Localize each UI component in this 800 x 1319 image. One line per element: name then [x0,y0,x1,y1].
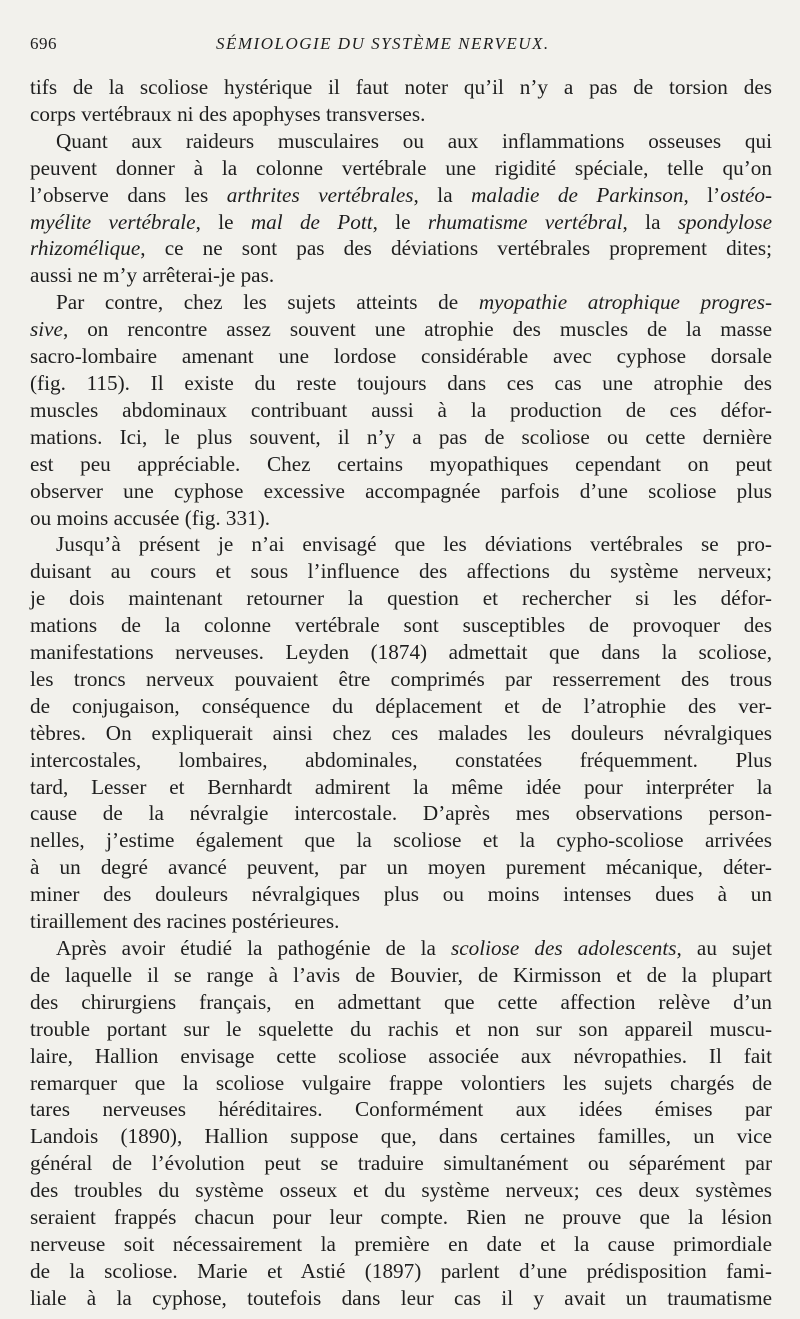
text-line [30,585,772,612]
text-line [30,881,772,908]
text-line [30,1070,772,1097]
text-line [30,505,772,532]
text-line [30,989,772,1016]
text-segment: remarquer que la scoliose vulgaire frappe volontiers les sujets chargés de [30,1070,772,1095]
text-segment: nelles, j’estime également que la scoliose et la cypho-scoliose arrivées [30,828,772,853]
text-segment: Landois (1890), Hallion suppose que, dans certaines familles, un vice [30,1124,772,1149]
text-line [30,397,772,424]
text-line [30,155,772,182]
text-segment: de conjugaison, conséquence du déplacement et de l’atrophie des ver- [30,693,772,718]
text-line [30,343,772,370]
text-line [30,424,772,451]
text-segment: liale à la cyphose, toutefois dans leur cas il y avait un traumatisme [30,1285,772,1310]
text-line [30,1043,772,1070]
text-line [30,666,772,693]
text-segment: de la scoliose. Marie et Astié (1897) parlent d’une prédisposition fami- [30,1258,772,1283]
text-line [30,962,772,989]
text-line [30,935,772,962]
text-segment: des troubles du système osseux et du système nerveux; ces deux systèmes [30,1178,772,1203]
text-segment: tiraillement des racines postérieures. [30,909,340,934]
page-header [30,30,772,74]
body-text [30,74,772,1312]
text-segment: , ce ne sont pas des déviations vertébrales proprement dites; [140,236,772,261]
text-line [30,854,772,881]
text-segment: Jusqu’à présent je n’ai envisagé que les déviations vertébrales se pro- [56,532,772,557]
paragraph [30,74,772,128]
text-segment: de laquelle il se range à l’avis de Bouvier, de Kirmisson et de la plupart [30,962,772,987]
text-line [30,370,772,397]
text-segment: je dois maintenant retourner la question et rechercher si les défor- [30,586,772,611]
text-segment: mations. Ici, le plus souvent, il n’y a pas de scoliose ou cette dernière [30,424,772,449]
text-line [30,1258,772,1285]
text-segment: , le [195,209,251,234]
italic-text: myopathie atrophique progres- [478,290,773,315]
text-segment: (fig. 115). Il existe du reste toujours dans ces cas une atrophie des [30,370,772,395]
text-line [30,235,772,262]
text-segment: seraient frappés chacun pour leur compte. Rien ne prouve que la lésion [30,1205,772,1230]
text-segment: ou moins accusée (fig. 331). [30,505,271,530]
text-line [30,1177,772,1204]
italic-text: mal de Pott [250,209,373,234]
text-line [30,612,772,639]
italic-text: arthrites vertébrales [226,182,414,207]
paragraph [30,128,772,289]
text-segment: général de l’évolution peut se traduire simultanément ou séparément par [30,1151,772,1176]
text-segment: Après avoir étudié la pathogénie de la [56,936,452,960]
text-line [30,101,772,128]
text-segment: l’observe dans les [30,182,227,207]
text-segment: , le [372,209,428,234]
text-segment: tèbres. On expliquerait ainsi chez ces malades les douleurs névralgiques [30,720,772,745]
text-segment: des chirurgiens français, en admettant que cette affection relève d’un [30,989,772,1014]
italic-text: rhizomélique [30,236,141,261]
text-line [30,774,772,801]
text-segment: , l’ [683,182,721,207]
italic-text: myélite vertébrale [30,209,196,234]
text-segment: intercostales, lombaires, abdominales, constatées fréquemment. Plus [30,747,772,772]
text-segment: duisant au cours et sous l’influence des affections du système nerveux; [30,559,772,584]
text-segment: laire, Hallion envisage cette scoliose associée aux névropathies. Il fait [30,1043,772,1068]
text-line [30,558,772,585]
text-segment: manifestations nerveuses. Leyden (1874) admettait que dans la scoliose, [30,640,772,665]
text-segment: nerveuse soit nécessairement la première en date et la cause primordiale [30,1231,772,1256]
text-segment: tifs de la scoliose hystérique il faut noter qu’il n’y a pas de torsion des [30,75,772,99]
text-segment: , la [622,209,678,234]
text-line [30,639,772,666]
paragraph [30,289,772,531]
italic-text: ostéo- [720,182,772,207]
text-line [30,1150,772,1177]
text-line [30,531,772,558]
text-segment: muscles abdominaux contribuant aussi à la production de ces défor- [30,397,772,422]
text-segment: corps vertébraux ni des apophyses transverses. [30,101,426,126]
italic-text: sive [30,317,63,342]
text-segment: , la [413,182,472,207]
text-line [30,182,772,209]
italic-text: spondylose [677,209,772,234]
text-segment: tares nerveuses héréditaires. Conformément aux idées émises par [30,1097,772,1122]
text-line [30,1204,772,1231]
text-segment: sacro-lombaire amenant une lordose considérable avec cyphose dorsale [30,344,772,369]
page-number: 696 [30,34,57,53]
text-line [30,908,772,935]
text-line [30,1231,772,1258]
text-segment: trouble portant sur le squelette du rachis et non sur son appareil muscu- [30,1016,772,1041]
text-line [30,827,772,854]
italic-text: scoliose des adolescents [451,936,677,960]
text-segment: Quant aux raideurs musculaires ou aux inflammations osseuses qui [56,128,772,153]
text-line [30,451,772,478]
text-line [30,747,772,774]
paragraph [30,935,772,1312]
text-line [30,316,772,343]
text-line [30,478,772,505]
text-segment: observer une cyphose excessive accompagnée parfois d’une scoliose plus [30,478,772,503]
running-title: SÉMIOLOGIE DU SYSTÈME NERVEUX. [216,34,550,53]
italic-text: rhumatisme vertébral [427,209,623,234]
text-segment: à un degré avancé peuvent, par un moyen purement mécanique, déter- [30,855,772,880]
text-line [30,209,772,236]
text-line [30,693,772,720]
text-line [30,1016,772,1043]
text-segment: les troncs nerveux pouvaient être comprimés par resserrement des trous [30,666,772,691]
text-segment: mations de la colonne vertébrale sont susceptibles de provoquer des [30,613,772,638]
text-segment: , au sujet [676,936,773,960]
text-line [30,128,772,155]
text-line [30,74,772,101]
text-line [30,800,772,827]
text-line [30,289,772,316]
text-line [30,720,772,747]
text-segment: Par contre, chez les sujets atteints de [56,290,479,315]
text-segment: tard, Lesser et Bernhardt admirent la même idée pour interpréter la [30,774,772,799]
paragraph [30,531,772,935]
text-segment: miner des douleurs névralgiques plus ou moins intenses dues à un [30,882,772,907]
text-segment: peuvent donner à la colonne vertébrale une rigidité spéciale, telle qu’on [30,155,772,180]
text-line [30,1123,772,1150]
text-line [30,262,772,289]
text-line [30,1096,772,1123]
text-line [30,1285,772,1312]
text-segment: , on rencontre assez souvent une atrophie des muscles de la masse [62,317,772,342]
text-segment: aussi ne m’y arrêterai-je pas. [30,263,275,288]
text-segment: est peu appréciable. Chez certains myopathiques cependant on peut [30,451,772,476]
text-segment: cause de la névralgie intercostale. D’après mes observations person- [30,801,772,826]
italic-text: maladie de Parkinson [471,182,684,207]
